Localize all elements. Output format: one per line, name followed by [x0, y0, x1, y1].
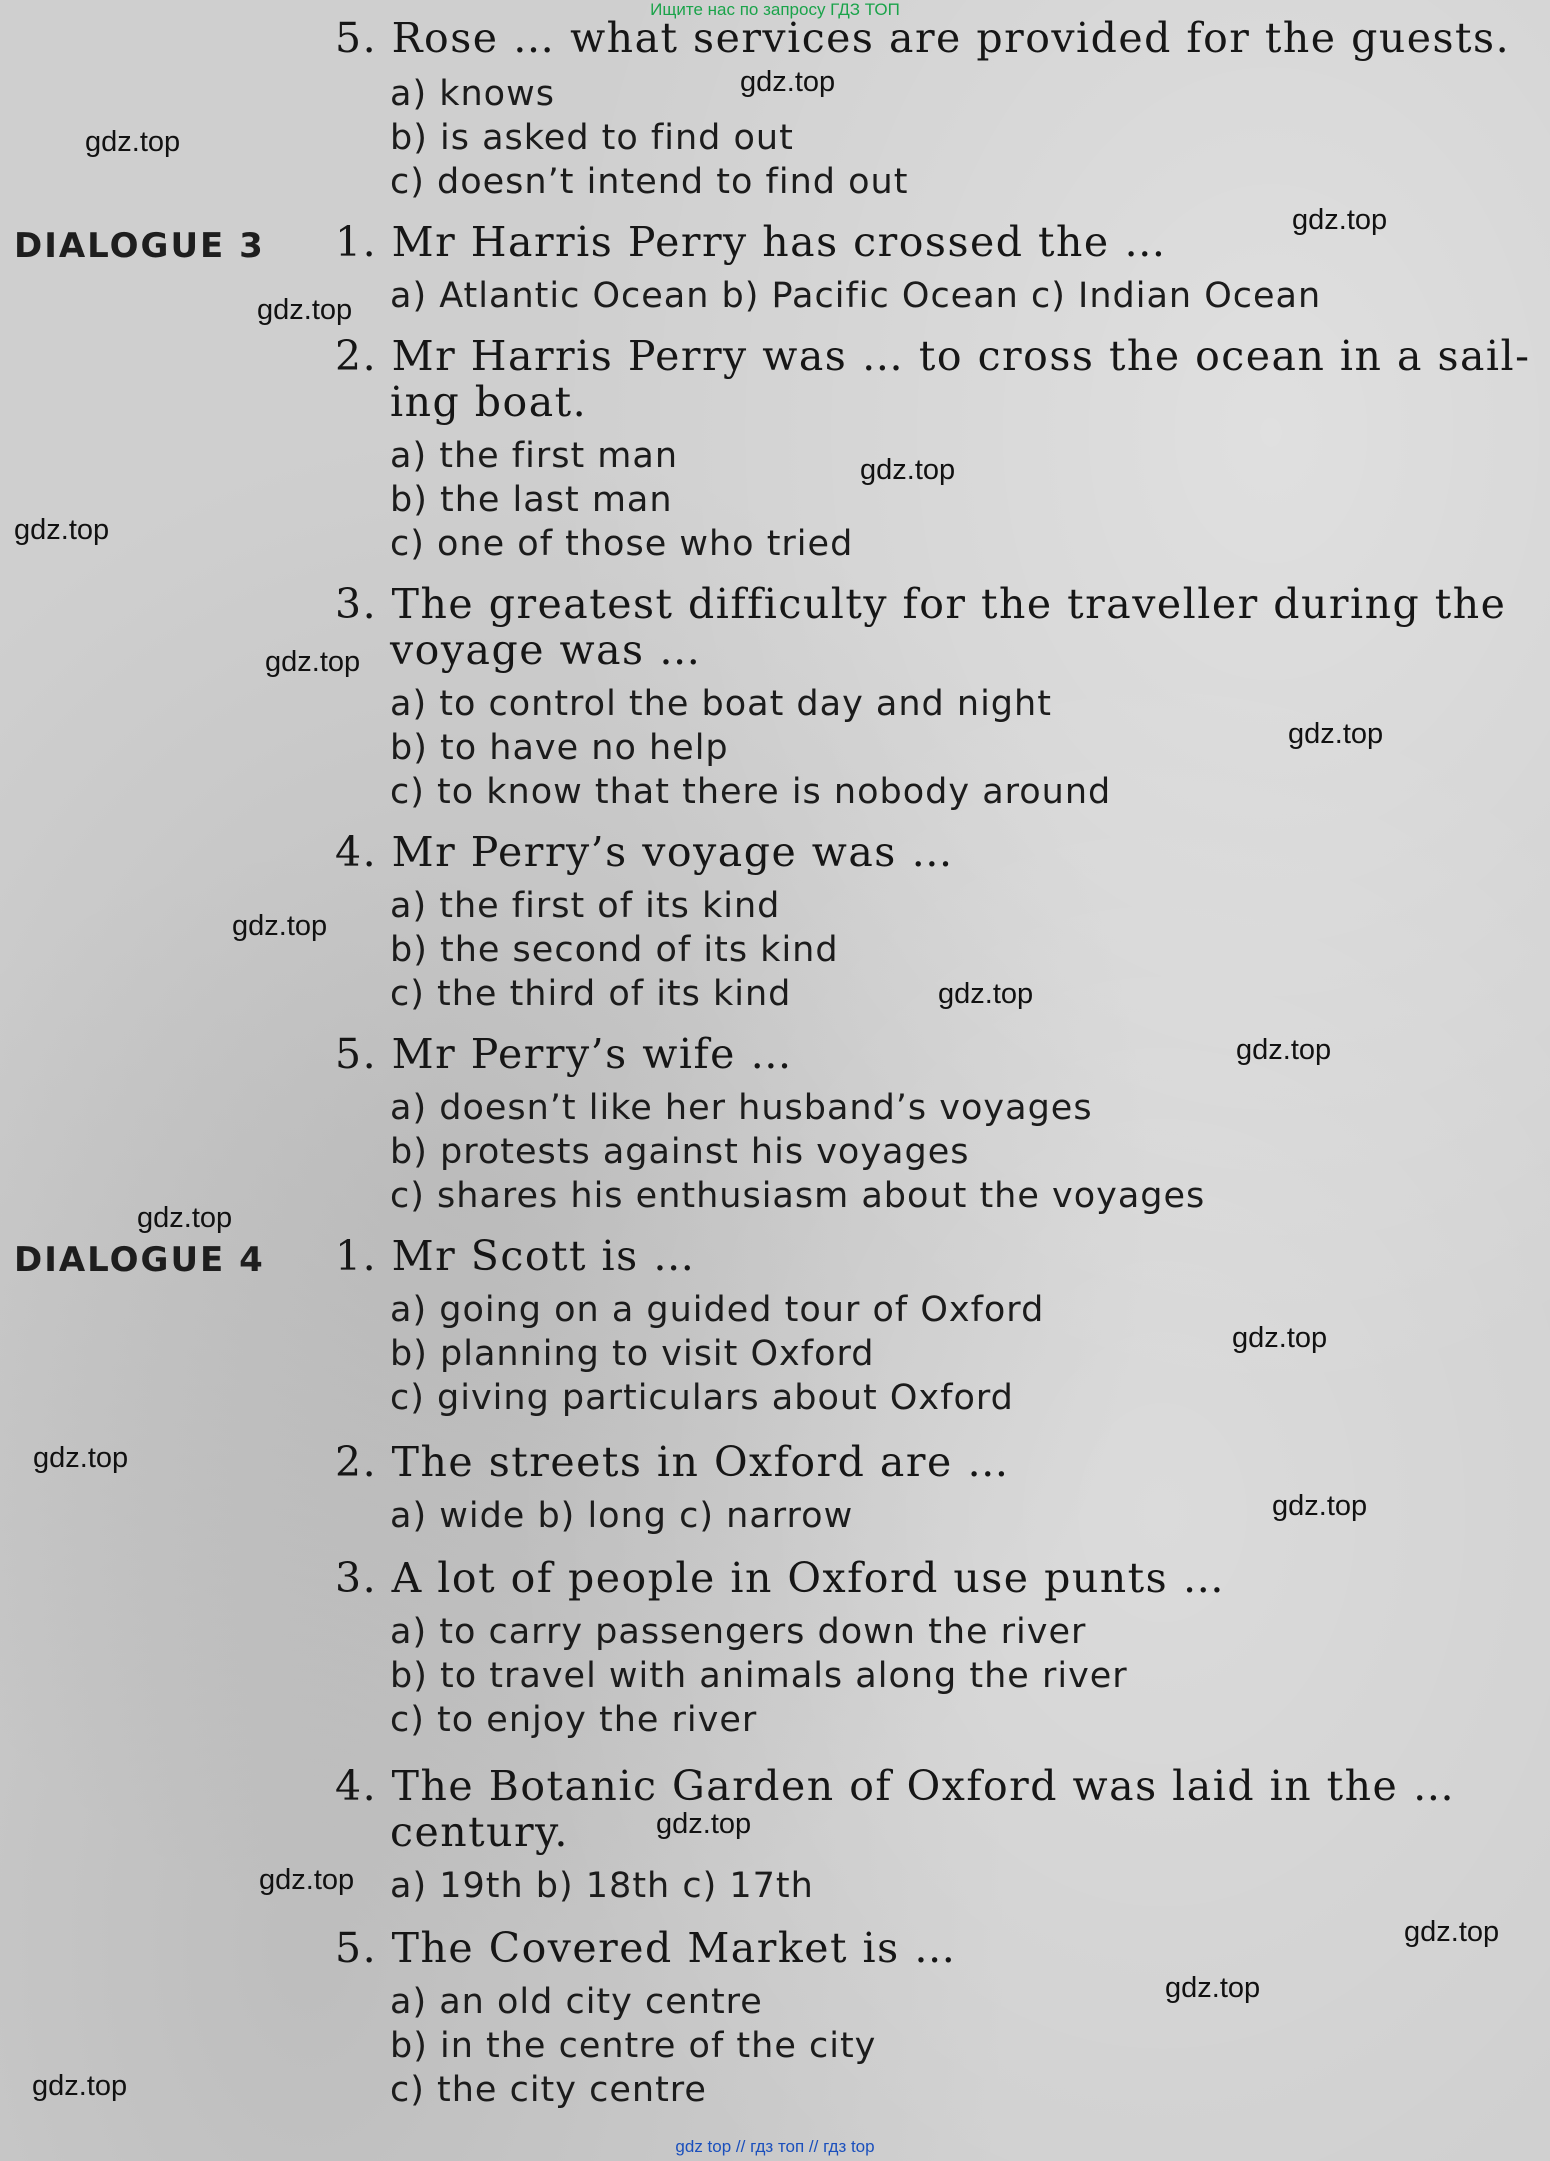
footer-link[interactable]: gdz top // гдз топ // гдз top	[675, 2137, 875, 2156]
watermark: gdz.top	[137, 1202, 233, 1234]
watermark: gdz.top	[740, 66, 836, 98]
d3-q2-option-a: a) the first man	[390, 436, 679, 476]
watermark: gdz.top	[1272, 1490, 1368, 1522]
d4-q2-options: a) wide b) long c) narrow	[390, 1496, 854, 1536]
watermark: gdz.top	[259, 1864, 355, 1896]
d4-question-1: 1. Mr Scott is …	[335, 1232, 696, 1280]
watermark: gdz.top	[1165, 1972, 1261, 2004]
option-a: a) knows	[390, 74, 555, 114]
watermark: gdz.top	[33, 1442, 129, 1474]
watermark: gdz.top	[1404, 1916, 1500, 1948]
d3-q4-option-b: b) the second of its kind	[390, 930, 839, 970]
watermark: gdz.top	[32, 2070, 128, 2102]
d3-q5-option-c: c) shares his enthusiasm about the voyages	[390, 1176, 1206, 1216]
d3-q4-option-c: c) the third of its kind	[390, 974, 792, 1014]
watermark: gdz.top	[860, 454, 956, 486]
d3-q2-option-b: b) the last man	[390, 480, 673, 520]
d3-question-2-line1: 2. Mr Harris Perry was … to cross the ocean in a sail-	[335, 332, 1531, 380]
d4-question-4-line1: 4. The Botanic Garden of Oxford was laid in the …	[335, 1762, 1456, 1810]
d4-q5-option-b: b) in the centre of the city	[390, 2026, 877, 2066]
dialogue-4-label: DIALOGUE 4	[14, 1240, 265, 1280]
option-b: b) is asked to find out	[390, 118, 794, 158]
question-rose: 5. Rose … what services are provided for the guests.	[335, 14, 1511, 62]
textbook-page	[0, 14, 1550, 2128]
d4-q1-option-b: b) planning to visit Oxford	[390, 1334, 875, 1374]
dialogue-3-label: DIALOGUE 3	[14, 226, 265, 266]
option-c: c) doesn’t intend to find out	[390, 162, 909, 202]
d4-question-5: 5. The Covered Market is …	[335, 1924, 957, 1972]
watermark: gdz.top	[14, 514, 110, 546]
d3-question-3-line1: 3. The greatest difficulty for the traveller during the	[335, 580, 1507, 628]
watermark: gdz.top	[257, 294, 353, 326]
d3-q2-option-c: c) one of those who tried	[390, 524, 854, 564]
d4-q3-option-b: b) to travel with animals along the river	[390, 1656, 1128, 1696]
d4-question-3: 3. A lot of people in Oxford use punts …	[335, 1554, 1226, 1602]
d4-q1-option-c: c) giving particulars about Oxford	[390, 1378, 1014, 1418]
d4-q4-options: a) 19th b) 18th c) 17th	[390, 1866, 814, 1906]
watermark: gdz.top	[85, 126, 181, 158]
watermark: gdz.top	[265, 646, 361, 678]
d3-q3-option-a: a) to control the boat day and night	[390, 684, 1052, 724]
d3-question-3-line2: voyage was …	[390, 626, 702, 674]
d3-q5-option-a: a) doesn’t like her husband’s voyages	[390, 1088, 1093, 1128]
watermark: gdz.top	[1288, 718, 1384, 750]
watermark: gdz.top	[1232, 1322, 1328, 1354]
watermark: gdz.top	[1292, 204, 1388, 236]
watermark: gdz.top	[656, 1808, 752, 1840]
watermark: gdz.top	[232, 910, 328, 942]
d3-question-4: 4. Mr Perry’s voyage was …	[335, 828, 954, 876]
d3-q4-option-a: a) the first of its kind	[390, 886, 781, 926]
d3-q5-option-b: b) protests against his voyages	[390, 1132, 970, 1172]
d3-question-1: 1. Mr Harris Perry has crossed the …	[335, 218, 1167, 266]
d3-q3-option-b: b) to have no help	[390, 728, 729, 768]
d3-q3-option-c: c) to know that there is nobody around	[390, 772, 1112, 812]
d4-q3-option-c: c) to enjoy the river	[390, 1700, 758, 1740]
d4-q5-option-c: c) the city centre	[390, 2070, 707, 2110]
watermark: gdz.top	[1236, 1034, 1332, 1066]
d4-q5-option-a: a) an old city centre	[390, 1982, 763, 2022]
d4-q1-option-a: a) going on a guided tour of Oxford	[390, 1290, 1045, 1330]
d4-q3-option-a: a) to carry passengers down the river	[390, 1612, 1087, 1652]
d3-question-2-line2: ing boat.	[390, 378, 588, 426]
d3-q1-options: a) Atlantic Ocean b) Pacific Ocean c) Indian Ocean	[390, 276, 1322, 316]
d4-question-4-line2: century.	[390, 1808, 569, 1856]
watermark: gdz.top	[938, 978, 1034, 1010]
d4-question-2: 2. The streets in Oxford are …	[335, 1438, 1010, 1486]
d3-question-5: 5. Mr Perry’s wife …	[335, 1030, 793, 1078]
header-search-link[interactable]: Ищите нас по запросу ГДЗ ТОП	[650, 0, 900, 19]
